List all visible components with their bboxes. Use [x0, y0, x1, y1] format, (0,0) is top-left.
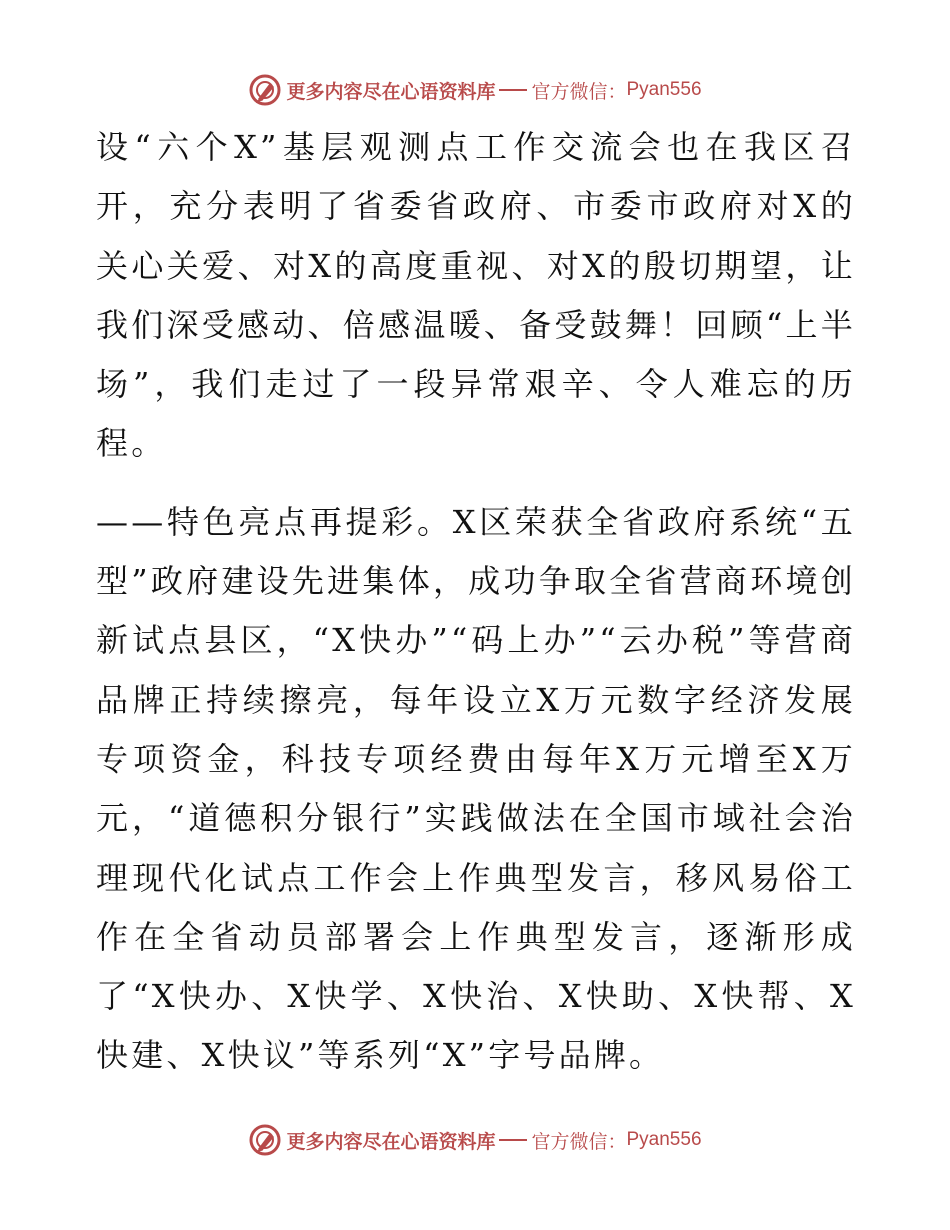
- banner-wechat-id: Pyan556: [626, 1129, 702, 1150]
- body-paragraph: 设“六个X”基层观测点工作交流会也在我区召开，充分表明了省委省政府、市委市政府对X的关心关爱、对X的高度重视、对X的殷切期望，让我们深受感动、倍感温暖、备受鼓舞！回顾“上半场”，我们走过了一段异常艰辛、令人难忘的历程。: [96, 128, 856, 463]
- pen-nib-logo-icon: [248, 73, 282, 107]
- pen-nib-logo-icon: [248, 1123, 282, 1157]
- banner-wechat-id: Pyan556: [626, 79, 702, 100]
- header-banner: [0, 70, 950, 110]
- banner-wechat-label: 官方微信：: [531, 1130, 627, 1153]
- body-paragraph: ——特色亮点再提彩。X区荣获全省政府系统“五型”政府建设先进集体，成功争取全省营商环境创新试点县区，“X快办”“码上办”“云办税”等营商品牌正持续擦亮，每年设立X万元数字经济发展专项资金，科技专项经费由每年X万元增至X万元，“道德积分银行”实践做法在全国市域社会治理现代化试点工作会上作典型发言，移风易俗工作在全省动员部署会上作典型发言，逐渐形成了“X快办、X快学、X快治、X快助、X快帮、X快建、X快议”等系列“X”字号品牌。: [96, 502, 856, 1075]
- banner-slogan: 更多内容尽在心语资料库: [286, 80, 496, 103]
- banner-slogan: 更多内容尽在心语资料库: [286, 1130, 496, 1153]
- banner-wechat-label: 官方微信：: [531, 80, 627, 103]
- banner-dash: [499, 1139, 527, 1141]
- document-body: [96, 118, 856, 1086]
- footer-banner: [0, 1120, 950, 1160]
- banner-dash: [499, 89, 527, 91]
